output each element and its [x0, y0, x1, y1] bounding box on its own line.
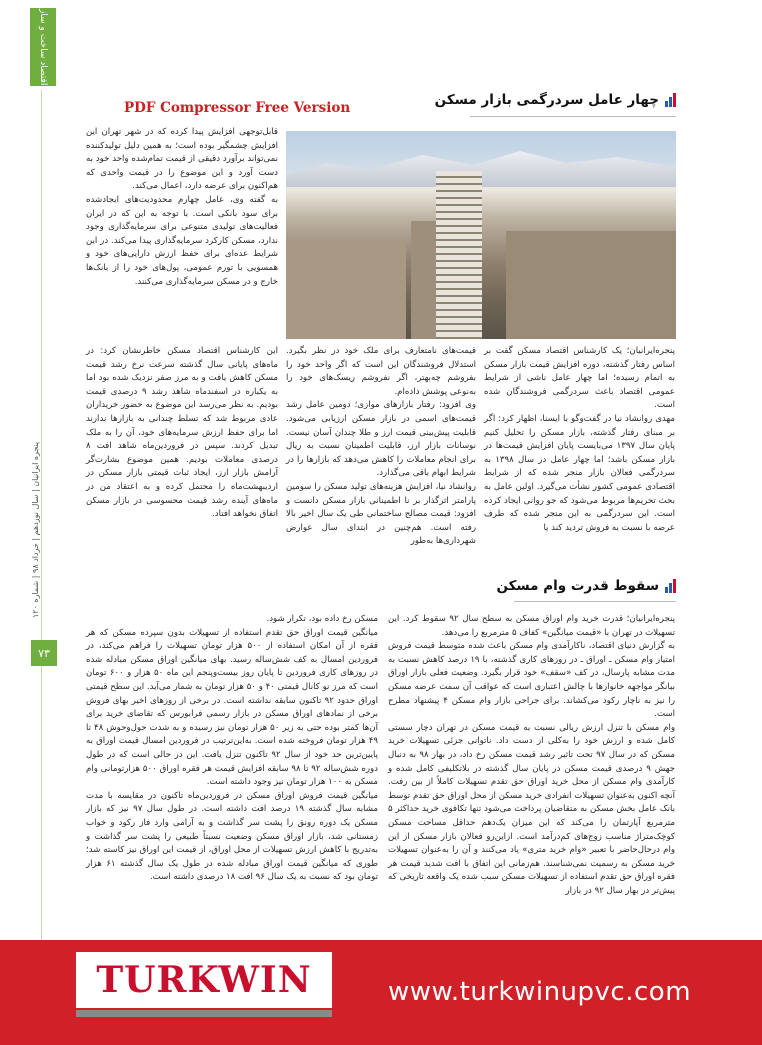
bar-chart-icon	[665, 93, 676, 107]
paragraph: مسکن رخ داده بود، تکرار شود.	[266, 614, 378, 624]
logo-underline	[76, 1010, 332, 1017]
turkwin-logo	[76, 952, 332, 1008]
tower-building	[436, 171, 482, 339]
paragraph: به گزارش دنیای اقتصاد، ناکارآمدی وام مسکن باعث شده متوسط قیمت فروش امتیاز وام مسکن ـ اوراق ـ در روزهای کاری گذشته، با ۱۹ درصد کاهش نسبت به مدت مشابه پارسال، در کف «سقف» خود قرار بگیرد. وضعیت فعلی بازار اوراق بیانگر مواجهه خانوارها با چالش اعتباری است که عواقب آن سمت عرضه مسکن را نیز به ناچار رکود می‌کشاند. برای جراحی بازار وام مسکن ۴ پیشنهاد مطرح است.	[388, 641, 675, 720]
tehran-skyline-photo	[286, 131, 676, 339]
article2-title-rule	[514, 601, 676, 602]
pdf-watermark-note: PDF Compressor Free Version	[124, 100, 351, 116]
paragraph: وی افزود: رفتار بازارهای موازی؛ دومین عامل رشد قیمت‌های اسمی در بازار مسکن ارزیابی می‌شود. قابلیت پیش‌بینی قیمت ارز و طلا چندان آسان نیست. نوسانات بازار ارز، قابلیت اطمینان نسبت به ریال برای انجام معاملات را کاهش می‌دهد که بازارها را در شرایط ابهام باقی می‌گذارد.	[286, 400, 476, 479]
building-mid	[411, 221, 439, 339]
article1-column-right	[484, 345, 675, 535]
paragraph: پنجره‌ایرانیان؛ قدرت خرید وام اوراق مسکن به سطح سال ۹۲ سقوط کرد. این تسهیلات در تهران با «قیمت میانگین» کفاف ۵ مترمربع را می‌دهد.	[388, 614, 675, 638]
page-number: ۷۳	[31, 640, 57, 666]
article2-title	[496, 578, 676, 594]
bar-chart-icon	[665, 579, 676, 593]
paragraph: به گفته وی، عامل چهارم محدودیت‌های ایجاد‌شده برای سود بانکی است. با توجه به این که در ایران فعالیت‌های تولیدی متنوعی برای سرمایه‌گذاری وجود ندارد، مسکن کارکرد سرمایه‌گذاری پیدا می‌کند. در این شرایط عده‌ای برای حفظ ارزش دارایی‌های خود و همسویی با تورم عمومی، پول‌های خود را از بانک‌ها خارج و در مسکن سرمایه‌گذاری می‌کنند.	[86, 194, 278, 287]
article1-title	[435, 92, 676, 108]
article2-column-left	[86, 613, 378, 885]
paragraph: قیمت‌های نامتعارف برای ملک خود در نظر بگیرد. استدلال فروشندگان این است که اگر واحد خود را بفروشم چه‌بهتر، اگر نفروشم ریسک‌های خود را به‌نوعی پوشش داده‌ام.	[286, 346, 476, 397]
paragraph: مهدی روانشاد نیا در گفت‌وگو با ایسنا، اظهار کرد: اگر بر مبنای رفتار گذشته، بازار مسکن را تحلیل کنیم پایان سال ۱۳۹۷ می‌بایست پایان افزایش قیمت‌ها در بازار مسکن باشد؛ اما چهار عامل در سال ۱۳۹۸ به سردرگمی فعالان بازار منجر شده که از شرایط اقتصادی عمومی کشور نشأت می‌گیرد. اولین عامل به بحث تحریم‌ها مربوط می‌شود که جو روانی ایجاد کرده است. این سردرگمی به این منجر شده که طرف عرضه با نسبت به فروش تردید کند یا	[484, 413, 675, 533]
paragraph: این کارشناس اقتصاد مسکن خاطرنشان کرد: در ماه‌های پایانی سال گذشته سرعت نرخ رشد قیمت مسکن کاهش یافت و به مرز صفر نزدیک شده بود اما به یکباره در اسفندماه شاهد رشد ۹ درصدی قیمت بودیم. به نظر می‌رسد این موضوع به حضور خریداران عادی مربوط شد که تسلط چندانی به بازارها ندارند اما برای حفظ ارزش سرمایه‌های خود، آن را به ملک تبدیل کردند. سپس در فروردین‌ماه شاهد افت ۸ درصدی معاملات بودیم. همین موضوع بشارت‌گر آرامش بازار ارز، ایجاد ثبات قیمتی بازار مسکن در اردیبهشت‌ماه را محتمل کرده و به اعتقاد من در ماه‌های آینده رشد قیمت محسوسی در بازار مسکن اتفاق نخواهد افتاد.	[86, 346, 278, 520]
paragraph: پنجره‌ایرانیان؛ یک کارشناس اقتصاد مسکن گفت بر اساس رفتار گذشته، دوره افزایش قیمت بازار مسکن به اتمام رسیده؛ اما چهار عامل ناشی از شرایط عمومی اقتصاد باعث سردرگمی فروشندگان شده است.	[484, 346, 675, 411]
article2-column-right	[388, 613, 675, 898]
article1-column-left-top	[86, 126, 278, 289]
building-right	[506, 231, 676, 339]
article2-title-text: سقوط قدرت وام مسکن	[496, 578, 659, 594]
article1-title-text: چهار عامل سردرگمی بازار مسکن	[434, 92, 659, 108]
ad-banner[interactable]	[0, 940, 762, 1045]
article1-title-rule	[470, 116, 676, 117]
magazine-issue-line: پنجره ایرانیان | سال نوزدهم | خرداد ۹۸ | شماره ۱۲۰	[31, 441, 40, 619]
paragraph: میانگین قیمت اوراق حق تقدم استفاده از تسهیلات بدون سپرده مسکن که هر فقره از آن امکان استفاده از ۵۰۰ هزار تومان تسهیلات را فراهم می‌کند، در فروردین امسال به کف شش‌ساله رسید. بهای میانگین اوراق مسکن مبادله شده در روزهای کاری فروردین تا پایان روز بیست‌وپنجم این ماه ۵۰ هزار و ۶۰۰ تومان است که مرز نو کانال قیمتی ۴۰ و ۵۰ هزار تومان به شمار می‌آید. این سطح قیمتی اوراق حدود ۹۲ تاکنون سابقه نداشته است. در برخی از روزهای اخیر بهای فروش برخی از نمادهای اوراق مسکن در بازار رسمی فرابورس که تقاضای خرید برای آن‌ها کمتر بوده حتی به زیر ۵۰ هزار تومان نیز رسیده و به شدت حول‌وحوش ۴۸ تا ۴۹ هزار تومان فروخته شده است. به‌این‌ترتیب در فروردین امسال قیمت اوراق به پایین‌ترین حد خود از سال ۹۲ تاکنون تنزل یافت. این در حالی است که در طول دوره شش‌ساله ۹۲ تا ۹۸ سابقه افزایش قیمت هر فقره اوراق ۵۰۰ هزارتومانی وام مسکن به ۱۰۰ هزار تومان نیز وجود داشته است.	[86, 627, 378, 788]
paragraph: قابل‌توجهی افزایش پیدا کرده که در شهر تهران این افزایش چشمگیر بوده است؛ به همین دلیل تولیدکننده نمی‌تواند برآورد دقیقی از قیمت تمام‌شده واحد خود به دست آورد و این موضوع را در قیمت واحدی که هم‌اکنون برای عرضه دارد، اعمال می‌کند.	[86, 127, 278, 192]
building-left	[286, 241, 406, 339]
paragraph: میانگین قیمت فروش اوراق مسکن در فروردین‌ماه تاکنون در مقایسه با مدت مشابه سال گذشته ۱۹ درصد افت داشته است. در طول سال ۹۷ نیز که بازار مسکن یک دوره رونق را پشت سر گذاشت و به آرامی وارد فاز رکود و خواب زمستانی شد، بازار اوراق مسکن وضعیت نسبتاً طبیعی را پشت سر گذاشت و به‌تدریج با کاهش ارزش تسهیلات از محل اوراق، از قیمت این اوراق نیز کاسته شد؛ طوری که میانگین قیمت اوراق مبادله شده در طول یک سال گذشته ۶۱ هزار تومان بود که نسبت به یک سال ۹۶ افت ۱۸ درصدی داشته است.	[86, 790, 378, 883]
website-link[interactable]: www.turkwinupvc.com	[388, 977, 692, 1007]
article1-column-mid	[286, 345, 476, 549]
section-tab: اقتصاد ساخت و ساز	[30, 8, 56, 86]
paragraph: روانشاد نیا، افزایش هزینه‌های تولید مسکن را سومین پارامتر اثرگذار بر نا اطمینانی بازار مسکن دانست و افزود: قیمت مصالح ساختمانی طی یک سال اخیر بالا رفته است. هم‌چنین در ابتدای سال عوارض شهرداری‌ها به‌طور	[286, 481, 476, 547]
paragraph: وام مسکن با تنزل ارزش ریالی نسبت به قیمت مسکن در تهران دچار سستی کامل شده و ارزش خود را به‌کلی از دست داد. ناتوانی جزئی تسهیلات خرید مسکن که در سال ۹۷ تحت تاثیر رشد قیمت مسکن رخ داد، در بهار ۹۸ به دنبال جهش ۹ درصدی قیمت مسکن در پایان سال گذشته در بلاتکلیفی کامل شده و کارآمدی وام مسکن از محل خرید اوراق حق تقدم تسهیلات کاملاً از بین رفت. آنچه اکنون به‌عنوان تسهیلات انفرادی خرید مسکن از محل اوراق حق تقدم توسط بانک عامل بخش مسکن به متقاضیان پرداخت می‌شود تنها تکافوی خرید حداکثر ۵ مترمربع آپارتمان را می‌کند که این میزان یک‌دهم حداقل مساحت مسکن کوچک‌متراژ مناسب زوج‌های کم‌درآمد است. ازاین‌رو فعالان بازار مسکن از این وام درحال‌حاضر با تعبیر «وام خرید متری» یاد می‌کنند و آن را به‌عنوان تسهیلات خرید مسکن به رسمیت نمی‌شناسند. هم‌زمانی این اتفاق با افت شدید قیمت هر فقره اوراق حق تقدم استفاده از تسهیلات مسکن سبب شده یک واقعه تاریخی که پیش‌تر در بهار سال ۹۲ در بازار	[388, 722, 675, 896]
article1-column-left-bottom	[86, 345, 278, 522]
logo-text: TURKWIN	[96, 959, 312, 1001]
